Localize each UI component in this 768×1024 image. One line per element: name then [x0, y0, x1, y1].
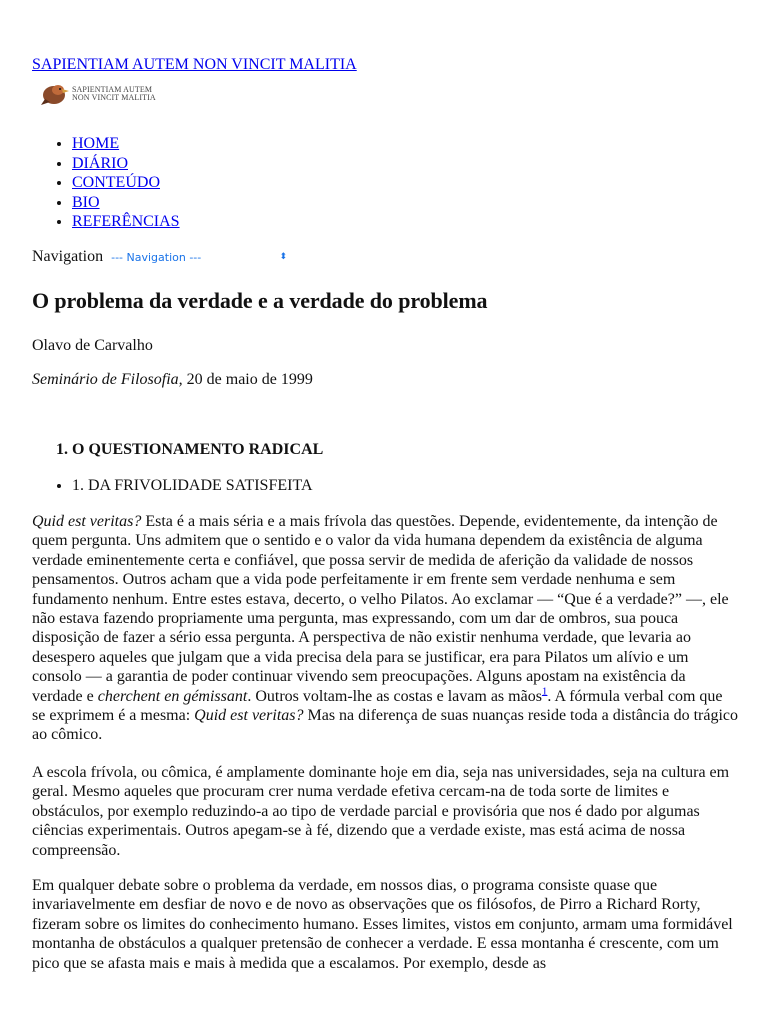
article-source: [32, 371, 313, 389]
p1-italic-e: Quid est veritas?: [194, 707, 304, 725]
p1-text-d: . A fórmula verbal com que se exprimem é a mesma:: [32, 687, 723, 725]
footnote-1-link[interactable]: 1: [541, 685, 548, 698]
main-menu: [32, 134, 180, 232]
site-logo[interactable]: [40, 80, 180, 108]
menu-item-bio: [72, 193, 180, 213]
logo-text: [72, 86, 156, 102]
eagle-logo-icon: [40, 81, 70, 107]
subsection-list: [32, 477, 313, 495]
select-chevron-icon: ⬍: [279, 252, 288, 262]
p1-text-f: Mas na diferença de suas nuanças reside toda a distância do trágico ao cômico.: [32, 707, 738, 744]
menu-item-diario: [72, 154, 180, 174]
paragraph-1: [32, 512, 738, 745]
logo-text-line2: NON VINCIT MALITIA: [72, 93, 156, 102]
section-heading: 1. O QUESTIONAMENTO RADICAL: [72, 441, 323, 459]
p1-italic-b: cherchent en gémissant: [97, 687, 248, 705]
paragraph-3: Em qualquer debate sobre o problema da verdade, em nossos dias, o programa consiste quase que invariavelmente em desfiar de novo e de novo as observações que os filósofos, de Pirro a Richard Rorty, fizeram sobre os limites do conhecimento humano. Esses limites, vistos em conjunto, armam uma formidável montanha de obstáculos a qualquer pretensão de conhecer a verdade. E essa montanha é crescente, com um pico que se afasta mais e mais à medida que a escalamos. Por exemplo, desde as: [32, 877, 733, 972]
menu-item-conteudo: [72, 173, 180, 193]
menu-item-home: [72, 134, 180, 154]
p1-text-c: . Outros voltam-lhe as costas e lavam as mãos: [247, 687, 542, 705]
paragraph-2: A escola frívola, ou cômica, é amplamente dominante hoje em dia, seja nas universidades, seja na cultura em geral. Mesmo aqueles que procuram crer numa verdade efetiva cercam-na de toda sorte de limites e obstáculos, por exemplo reduzindo-a ao tipo de verdade parcial e provisória que nos é dado por algumas ciências experimentais. Outros apegam-se à fé, dizendo que a verdade existe, mas está acima de nossa compreensão.: [32, 764, 730, 859]
navigation-select-value: --- Navigation ---: [111, 250, 202, 264]
navigation-row: [32, 248, 289, 266]
subsection-heading: • 1. DA FRIVOLIDADE SATISFEITA: [72, 477, 313, 495]
source-date: 20 de maio de 1999: [182, 371, 313, 388]
article-author: Olavo de Carvalho: [32, 337, 153, 354]
menu-item-referencias: [72, 212, 180, 232]
source-name: Seminário de Filosofia,: [32, 371, 183, 388]
logo-text-line1: SAPIENTIAM AUTEM: [72, 85, 153, 94]
menu-link-conteudo[interactable]: CONTEÚDO: [72, 174, 160, 191]
menu-link-diario[interactable]: DIÁRIO: [72, 154, 128, 172]
p1-text-a: Esta é a mais séria e a mais frívola das questões. Depende, evidentemente, da intenção de quem pergunta. Uns admitem que o sentido e o valor da vida humana dependem da existência de alguma verdade eminentemente certa e confiável, que possa servir de medida de aferição da validade de nossos pensamentos. Outros acham que a vida pode perfeitamente ir em frente sem verdade nenhuma e sem fundamento nenhum. Entre estes estava, decerto, o velho Pilatos. Ao exclamar — “Que é a verdade?” —, ele não estava fazendo propriamente uma pergunta, mas expressando, com um dar de ombros, sua pouca disposição de fazer a sério essa pergunta. A perspectiva de não existir nenhuma verdade, que levaria ao desespero aqueles que julgam que a vida precisa dela para se justificar, era para Pilatos um alívio e um consolo — a garantia de poder continuar vivendo sem preocupações. Alguns apostam na existência da verdade e: [32, 513, 729, 705]
navigation-label: Navigation: [32, 248, 104, 265]
site-title-link[interactable]: SAPIENTIAM AUTEM NON VINCIT MALITIA: [32, 56, 357, 73]
article-title: O problema da verdade e a verdade do problema: [32, 288, 488, 313]
menu-link-home[interactable]: HOME: [72, 135, 120, 152]
menu-link-referencias[interactable]: REFERÊNCIAS: [72, 213, 180, 230]
navigation-select[interactable]: [109, 248, 289, 266]
p1-lead-italic: Quid est veritas?: [32, 513, 142, 530]
section-heading-list: [32, 441, 323, 459]
menu-link-bio[interactable]: BIO: [72, 193, 100, 211]
